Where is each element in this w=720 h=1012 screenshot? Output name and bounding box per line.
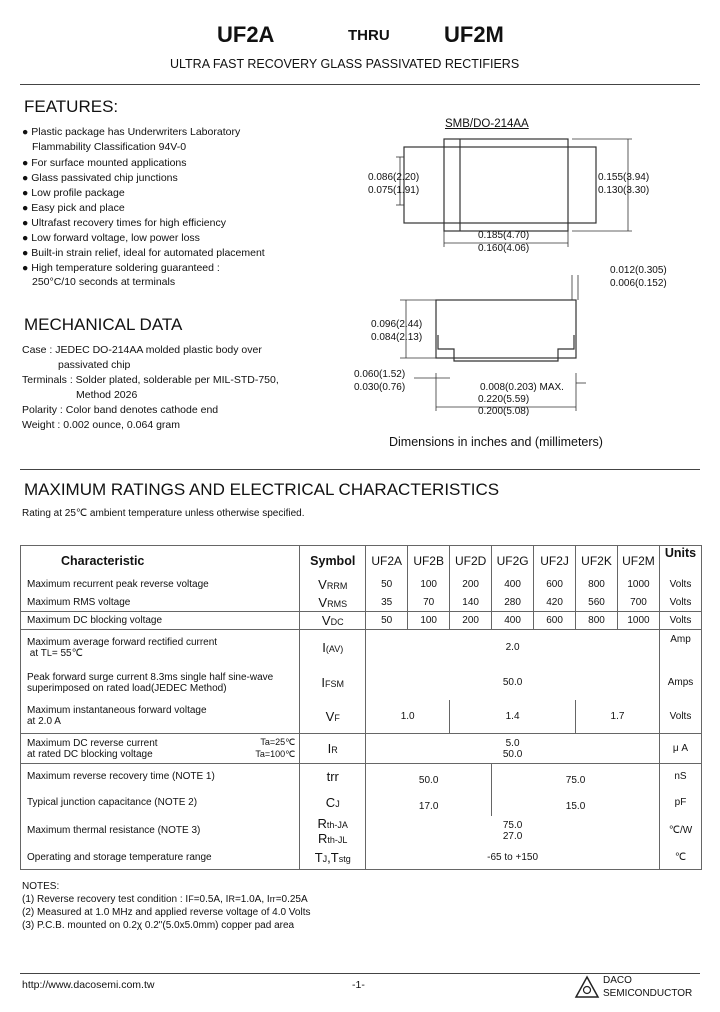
table-row (21, 846, 702, 870)
cell-value: 70 (408, 594, 450, 612)
cell-unit: μ A (659, 734, 701, 764)
cell-unit: Volts (659, 594, 701, 612)
cell-value: 75.0 27.0 (366, 816, 660, 846)
row-label: Typical junction capacitance (NOTE 2) (21, 790, 300, 816)
table-row (21, 612, 702, 630)
dim-label: 0.130(3.30) (598, 185, 650, 196)
list-item: ● Ultrafast recovery times for high efficiency (22, 217, 226, 229)
divider (20, 84, 700, 85)
header-part: UF2M (618, 546, 660, 576)
cell-value: 2.0 (366, 630, 660, 666)
cell-value: 280 (492, 594, 534, 612)
list-item: ● For surface mounted applications (22, 157, 187, 169)
cell-value: 400 (492, 612, 534, 630)
dim-label: 0.006(0.152) (610, 278, 667, 289)
table-row (21, 790, 702, 816)
thru-label: THRU (348, 27, 390, 44)
cell-unit: Amps (659, 666, 701, 700)
header-part: UF2J (534, 546, 576, 576)
cell-value: 1.0 (366, 700, 450, 734)
mech-line: Terminals : Solder plated, solderable per MIL-STD-750, (22, 374, 279, 386)
dim-label: 0.075(1.91) (368, 185, 420, 196)
dim-label: 0.185(4.70) (478, 230, 530, 241)
dim-label: 0.200(5.08) (478, 406, 530, 417)
header-part: UF2G (492, 546, 534, 576)
ratings-table (20, 545, 702, 870)
mech-line: Case : JEDEC DO-214AA molded plastic body over (22, 344, 262, 356)
cell-value: 5.0 50.0 (366, 734, 660, 764)
header-part: UF2D (450, 546, 492, 576)
page-number: -1- (352, 979, 365, 991)
cell-unit: Amp (659, 630, 701, 666)
row-symbol: trr (300, 764, 366, 790)
table-row (21, 666, 702, 700)
brand-subtitle: SEMICONDUCTOR (603, 988, 693, 999)
footer-url[interactable]: http://www.dacosemi.com.tw (22, 979, 155, 991)
dim-label: 0.086(2.20) (368, 172, 420, 183)
cell-value: 50.0 (366, 764, 492, 790)
cell-value: -65 to +150 (366, 846, 660, 870)
notes-title: NOTES: (22, 881, 60, 892)
row-symbol: IR (300, 734, 366, 764)
list-item: ● Built-in strain relief, ideal for automated placement (22, 247, 265, 259)
table-row (21, 630, 702, 666)
row-label: Operating and storage temperature range (21, 846, 300, 870)
list-item: ● Low profile package (22, 187, 125, 199)
dim-label: 0.008(0.203) MAX. (480, 382, 564, 393)
cell-value: 140 (450, 594, 492, 612)
cell-value: 17.0 (366, 790, 492, 816)
cell-value: 400 (492, 576, 534, 594)
row-symbol: VDC (300, 612, 366, 630)
ratings-title: MAXIMUM RATINGS AND ELECTRICAL CHARACTERISTICS (24, 480, 500, 499)
dim-label: 0.060(1.52) (354, 369, 406, 380)
list-item: ● Glass passivated chip junctions (22, 172, 178, 184)
list-item: 250°C/10 seconds at terminals (32, 276, 176, 288)
dimensions-caption: Dimensions in inches and (millimeters) (389, 435, 603, 449)
cell-unit: Volts (659, 700, 701, 734)
row-label: Maximum reverse recovery time (NOTE 1) (21, 764, 300, 790)
brand-name: DACO (603, 975, 632, 986)
note-1: (1) Reverse recovery test condition : IF=0.5A, IR=1.0A, Irr=0.25A (22, 894, 308, 905)
cell-value: 600 (534, 612, 576, 630)
cell-value: 1.7 (576, 700, 660, 734)
table-row (21, 594, 702, 612)
row-label: Maximum DC reverse current at rated DC blocking voltage Ta=25℃ Ta=100℃ (21, 734, 300, 764)
row-symbol: VF (300, 700, 366, 734)
header-part: UF2A (366, 546, 408, 576)
mech-line: Weight : 0.002 ounce, 0.064 gram (22, 419, 180, 431)
part-start: UF2A (217, 22, 275, 47)
header-characteristic: Characteristic (21, 546, 300, 576)
row-symbol: I(AV) (300, 630, 366, 666)
note-2: (2) Measured at 1.0 MHz and applied reverse voltage of 4.0 Volts (22, 907, 311, 918)
dim-label: 0.160(4.06) (478, 243, 530, 254)
row-label: Maximum DC blocking voltage (21, 612, 300, 630)
row-label: Maximum instantaneous forward voltage at 2.0 A (21, 700, 300, 734)
dim-label: 0.084(2.13) (371, 332, 423, 343)
mechanical-title: MECHANICAL DATA (24, 315, 183, 334)
features-title: FEATURES: (24, 97, 119, 116)
dim-label: 0.012(0.305) (610, 265, 667, 276)
cell-value: 100 (408, 576, 450, 594)
dim-label: 0.220(5.59) (478, 394, 530, 405)
cell-unit: pF (659, 790, 701, 816)
cell-value: 1000 (618, 576, 660, 594)
cell-value: 800 (576, 576, 618, 594)
cell-value: 50.0 (366, 666, 660, 700)
cell-value: 200 (450, 612, 492, 630)
cell-value: 75.0 (492, 764, 660, 790)
header-part: UF2B (408, 546, 450, 576)
cell-unit: nS (659, 764, 701, 790)
row-label: Maximum thermal resistance (NOTE 3) (21, 816, 300, 846)
cell-value: 50 (366, 576, 408, 594)
row-label: Maximum RMS voltage (21, 594, 300, 612)
table-row (21, 734, 702, 764)
divider (20, 469, 700, 470)
dim-label: 0.096(2.44) (371, 319, 423, 330)
header-symbol: Symbol (300, 546, 366, 576)
cell-value: 35 (366, 594, 408, 612)
row-label: Maximum average forward rectified current at TL= 55℃ (21, 630, 300, 666)
table-row (21, 576, 702, 594)
divider (20, 973, 700, 974)
ratings-note: Rating at 25℃ ambient temperature unless otherwise specified. (22, 508, 305, 519)
list-item: Flammability Classification 94V-0 (32, 141, 187, 153)
part-end: UF2M (444, 22, 504, 47)
row-symbol: Rth-JA Rth-JL (300, 816, 366, 846)
cell-value: 420 (534, 594, 576, 612)
dim-label: 0.030(0.76) (354, 382, 406, 393)
mech-line: passivated chip (58, 359, 131, 371)
mech-line: Polarity : Color band denotes cathode end (22, 404, 219, 416)
row-symbol: CJ (300, 790, 366, 816)
list-item: ● High temperature soldering guaranteed : (22, 262, 220, 274)
cell-value: 1.4 (450, 700, 576, 734)
note-3: (3) P.C.B. mounted on 0.2χ 0.2"(5.0x5.0mm) copper pad area (22, 920, 295, 931)
subtitle: ULTRA FAST RECOVERY GLASS PASSIVATED RECTIFIERS (170, 57, 520, 71)
table-row (21, 764, 702, 790)
row-symbol: IFSM (300, 666, 366, 700)
cell-unit: Volts (659, 612, 701, 630)
cell-value: 600 (534, 576, 576, 594)
cell-value: 100 (408, 612, 450, 630)
list-item: ● Easy pick and place (22, 202, 125, 214)
cell-unit: ℃ (659, 846, 701, 870)
cell-value: 1000 (618, 612, 660, 630)
header-part: UF2K (576, 546, 618, 576)
list-item: ● Low forward voltage, low power loss (22, 232, 200, 244)
dim-label: 0.155(3.94) (598, 172, 650, 183)
cell-unit: ℃/W (659, 816, 701, 846)
cell-value: 200 (450, 576, 492, 594)
cell-value: 800 (576, 612, 618, 630)
table-row (21, 816, 702, 846)
mech-line: Method 2026 (76, 389, 138, 401)
cell-value: 50 (366, 612, 408, 630)
daco-logo-icon (574, 975, 600, 999)
list-item: ● Plastic package has Underwriters Laboratory (22, 126, 241, 138)
header-units: Units (659, 546, 701, 576)
row-symbol: TJ,Tstg (300, 846, 366, 870)
cell-unit: Volts (659, 576, 701, 594)
cell-value: 700 (618, 594, 660, 612)
cell-value: 15.0 (492, 790, 660, 816)
package-name: SMB/DO-214AA (445, 118, 529, 130)
row-symbol: VRMS (300, 594, 366, 612)
notes (22, 880, 311, 932)
row-label: Peak forward surge current 8.3ms single half sine-wave superimposed on rated load(JEDEC Method) (21, 666, 300, 700)
row-symbol: VRRM (300, 576, 366, 594)
table-row (21, 700, 702, 734)
table-header (21, 546, 702, 576)
row-label: Maximum recurrent peak reverse voltage (21, 576, 300, 594)
cell-value: 560 (576, 594, 618, 612)
